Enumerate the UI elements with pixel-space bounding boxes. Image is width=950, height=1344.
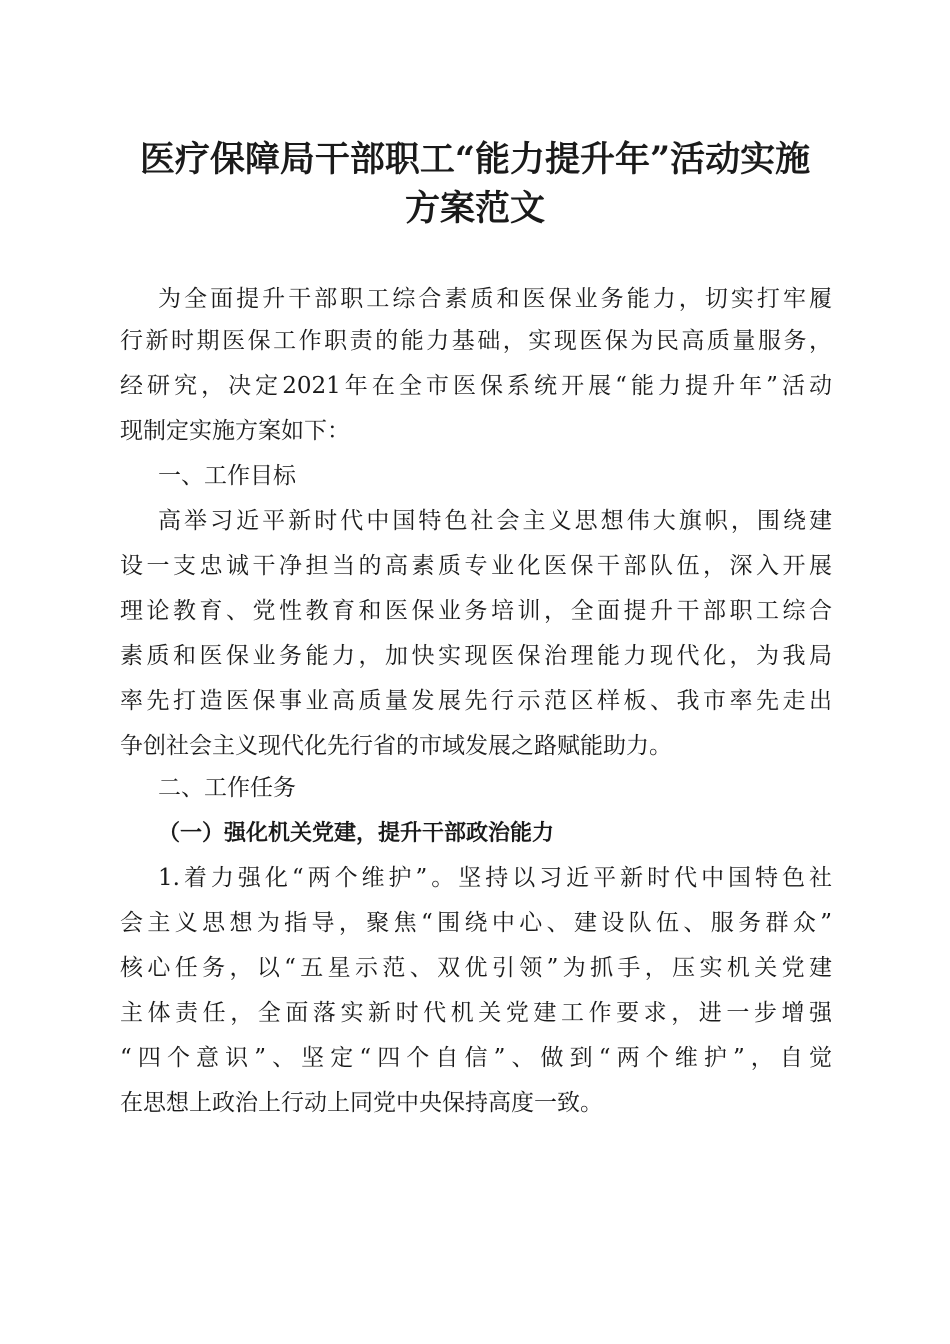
- item1-line: 核心任务，以“五星示范、双优引领”为抓手，压实机关党建: [120, 955, 832, 981]
- item1-line: “四个意识”、坚定“四个自信”、做到“两个维护”，自觉: [120, 1045, 832, 1071]
- section1-line: 争创社会主义现代化先行省的市域发展之路赋能助力。: [120, 733, 672, 759]
- subsection-heading: （一）强化机关党建，提升干部政治能力: [158, 820, 555, 846]
- intro-line: 行新时期医保工作职责的能力基础，实现医保为民高质量服务，: [120, 328, 832, 354]
- section1-line: 高举习近平新时代中国特色社会主义思想伟大旗帜，围绕建: [158, 508, 832, 534]
- intro-line: 现制定实施方案如下：: [120, 418, 350, 444]
- item1-line: 在思想上政治上行动上同党中央保持高度一致。: [120, 1090, 603, 1116]
- section1-line: 理论教育、党性教育和医保业务培训，全面提升干部职工综合: [120, 598, 832, 624]
- section1-line: 素质和医保业务能力，加快实现医保治理能力现代化，为我局: [120, 643, 832, 669]
- intro-line: 为全面提升干部职工综合素质和医保业务能力，切实打牢履: [158, 286, 832, 312]
- item1-line: 1.着力强化“两个维护”。坚持以习近平新时代中国特色社: [158, 865, 832, 891]
- document-title-line-1: 医疗保障局干部职工“能力提升年”活动实施: [139, 139, 811, 180]
- section1-line: 设一支忠诚干净担当的高素质专业化医保干部队伍，深入开展: [120, 553, 832, 579]
- intro-line: 经研究，决定2021年在全市医保系统开展“能力提升年”活动: [120, 373, 832, 399]
- document-title-line-2: 方案范文: [404, 188, 545, 229]
- section-heading-tasks: 二、工作任务: [158, 775, 296, 801]
- section1-line: 率先打造医保事业高质量发展先行示范区样板、我市率先走出: [120, 688, 832, 714]
- item1-line: 主体责任，全面落实新时代机关党建工作要求，进一步增强: [120, 1000, 832, 1026]
- section-heading-goals: 一、工作目标: [158, 463, 296, 489]
- item1-line: 会主义思想为指导，聚焦“围绕中心、建设队伍、服务群众”: [120, 910, 832, 936]
